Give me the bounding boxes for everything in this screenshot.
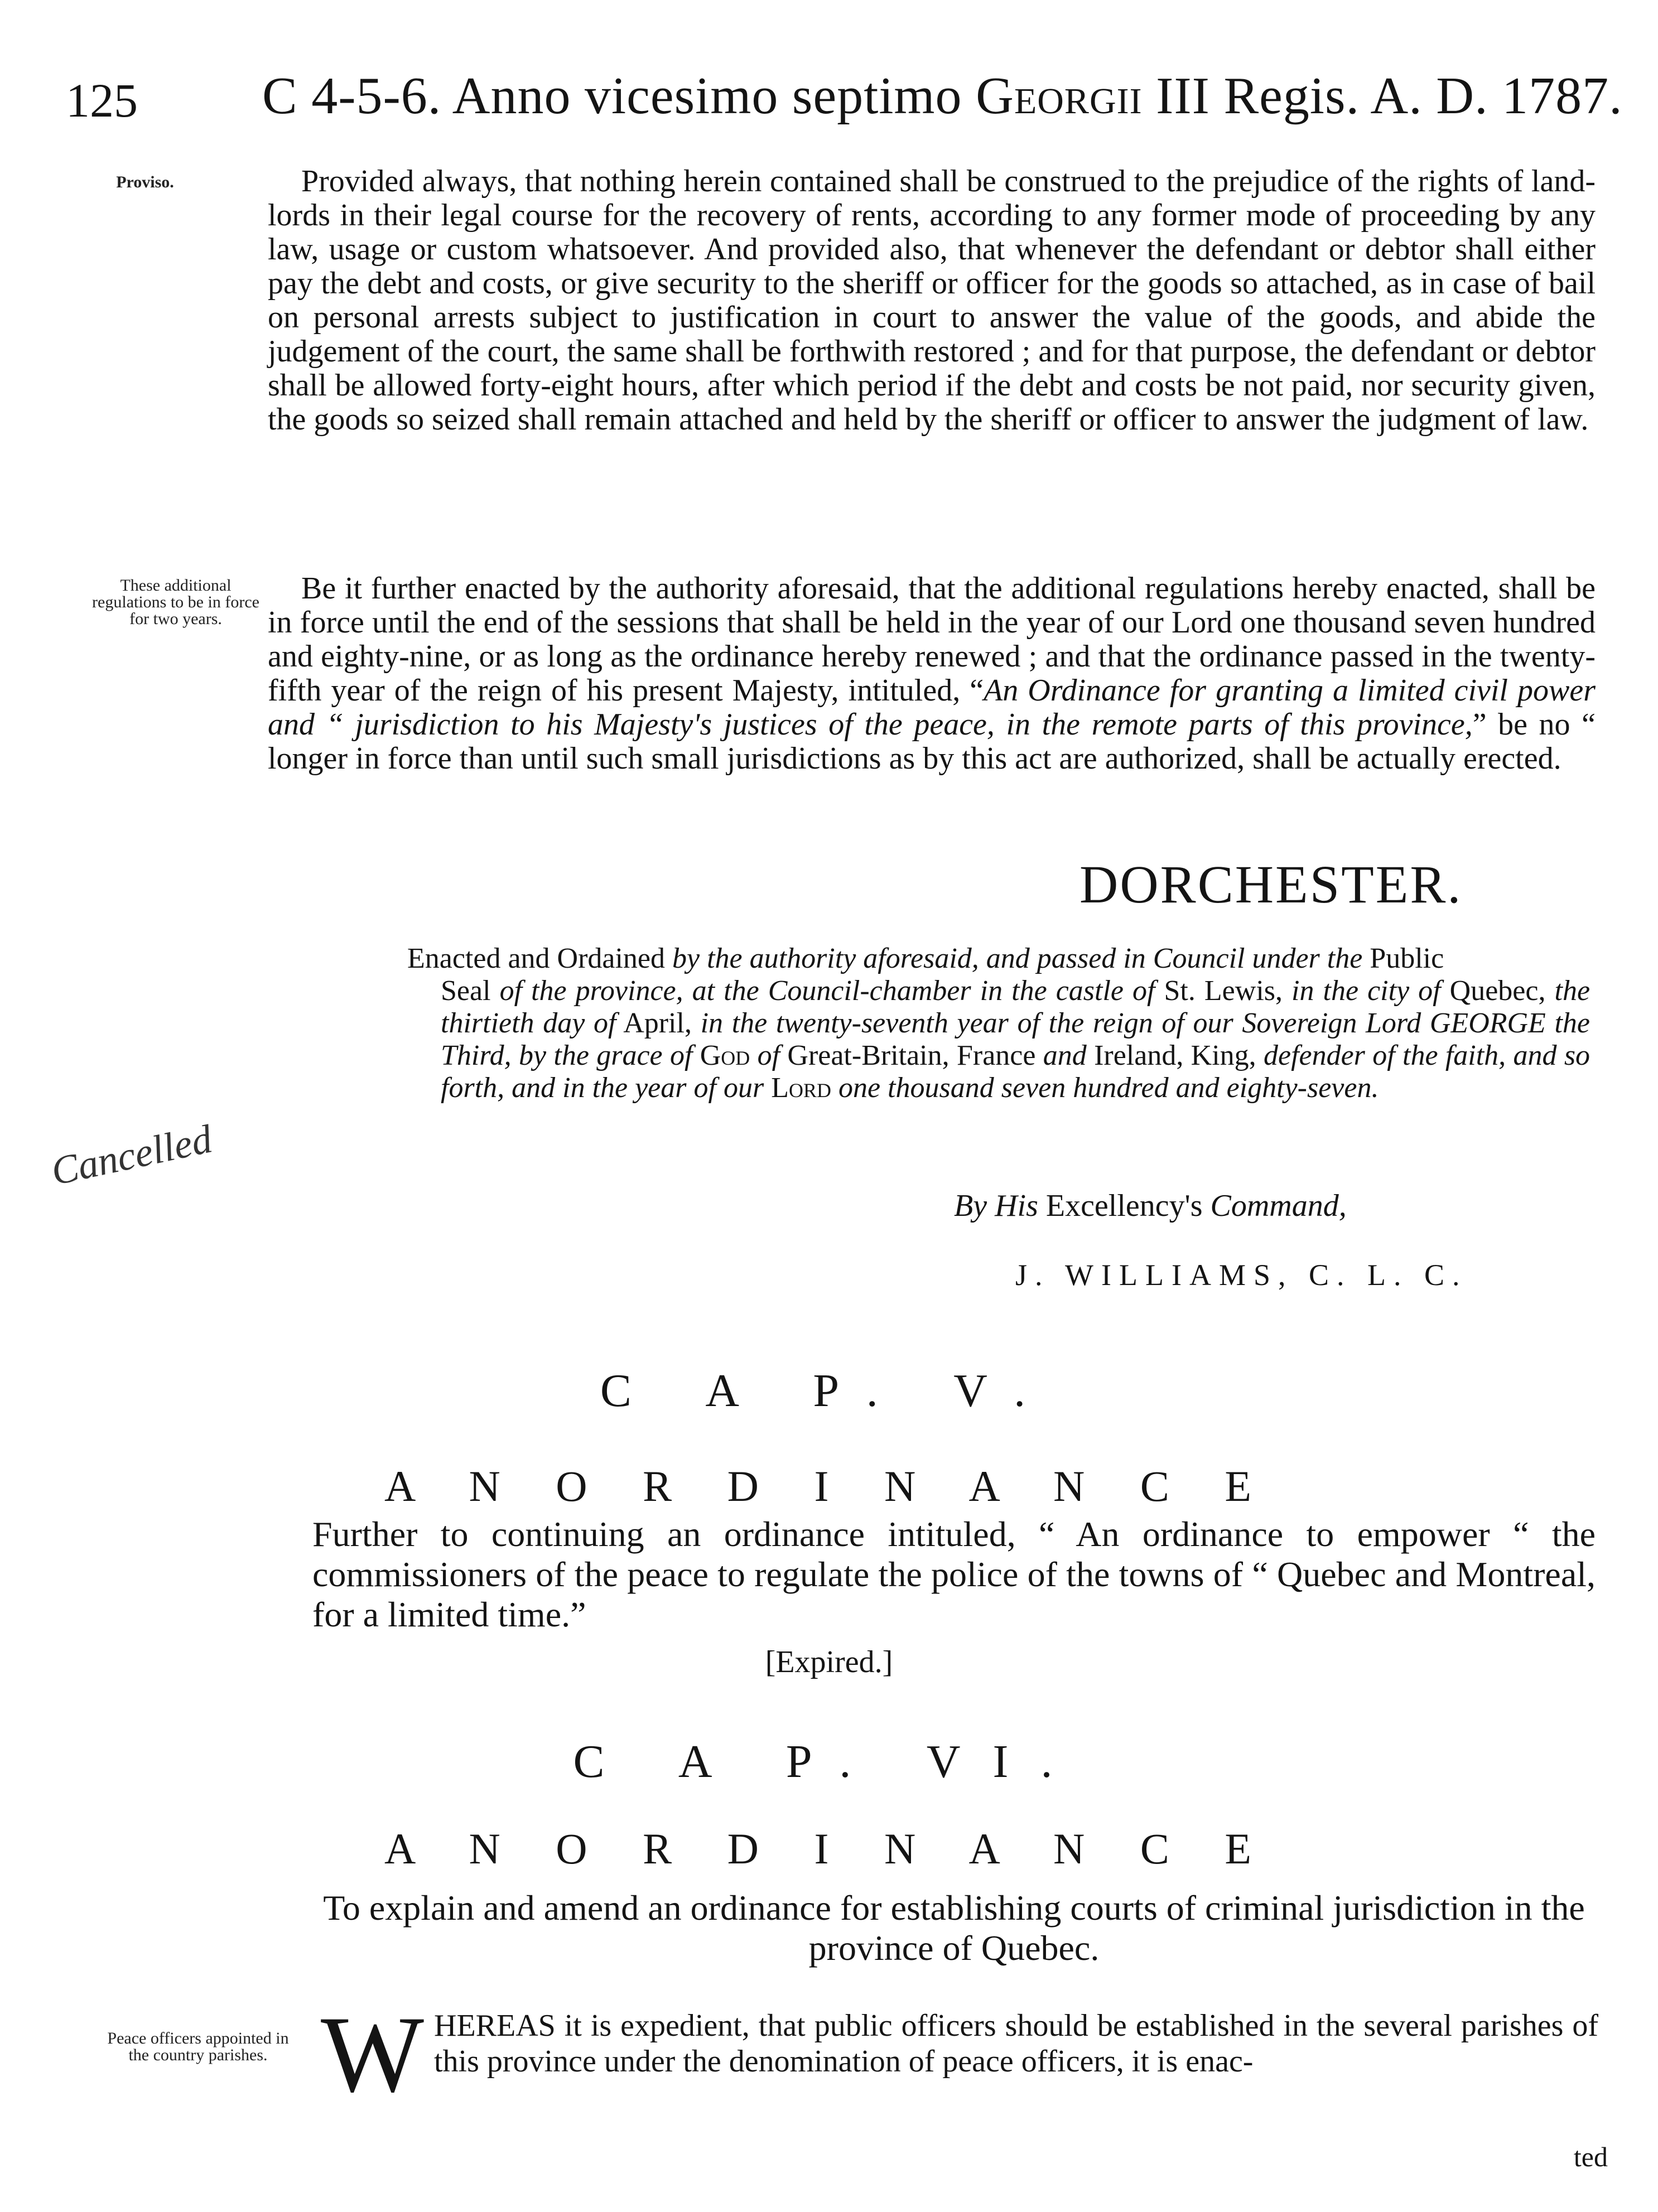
enacted-l5b: and [1043, 1040, 1087, 1071]
header-title-king: Georgii [976, 67, 1143, 125]
margin-note-regulations: These additional regulations to be in force for two years. [92, 576, 259, 628]
cap5-heading: C A P. V. [600, 1365, 1058, 1417]
proviso-text: Provided always, that nothing herein contained shall be construed to the prejudice of the rights of land-lords in their legal course for the recovery of rents, according to any former mode of proceeding by any law, usage or custom whatsoever. And provided also, that whenever the defendant or debtor shall either pay the debt and costs, or give security to the sheriff or officer for the goods so attached, as in case of bail on personal arrests subject to justification in court to answer the value of the goods, and abide the judgement of the court, the same shall be forthwith restored ; and for that purpose, the defendant or debtor shall be allowed forty-eight hours, after which period if the debt and costs be not paid, nor security given, the goods so seized shall remain attached and held by the sheriff or officer to answer the judgment of law. [268, 164, 1596, 437]
cap6-title: To explain and amend an ordinance for establishing courts of criminal jurisdiction in the province of Quebec. [323, 1888, 1585, 1968]
catchword: ted [1573, 2141, 1608, 2172]
enacted-l3c: April, [623, 1007, 692, 1039]
enacted-l2b: of the province, at the Council-chamber in the castle of [499, 975, 1155, 1007]
header-chapters: C 4-5-6. [262, 67, 442, 125]
by-command [954, 1188, 1347, 1224]
cap6-body: HEREAS it is expedient, that public officers should be established in the several parishes of this province under the denomination of peace officers, it is enac- [434, 2008, 1598, 2079]
enacted-l1a: Enacted and Ordained [407, 943, 666, 974]
further-enacted-part-b: ” be no “ longer in force than until such small jurisdictions as by this act are authorized, shall be actually erected. [268, 707, 1596, 776]
handwritten-annotation: Cancelled [47, 1116, 216, 1194]
paragraph-proviso [268, 165, 1596, 437]
margin-note-peace-officers: Peace officers appointed in the country parishes. [107, 2029, 289, 2064]
cap6-ordinance-heading: A N O R D I N A N C E [384, 1824, 1274, 1873]
enacted-l5a: France [956, 1040, 1036, 1071]
margin-note-proviso: Proviso. [116, 173, 174, 191]
enacted-l1c: Public [1370, 943, 1444, 974]
cap5-title: Further to continuing an ordinance intituled, “ An ordinance to empower “ the commissioners of the peace to regulate the police of the towns of “ Quebec and Montreal, for a limited time.” [312, 1514, 1596, 1634]
enacted-l5d: defender of the faith, and so forth, and in the year of our [441, 1040, 1590, 1104]
enacted-block [407, 943, 1590, 1104]
cap6-heading: C A P. VI. [573, 1736, 1085, 1788]
enacted-l5c: Ireland, King, [1094, 1040, 1256, 1071]
cap6-dropcap: W [321, 1994, 424, 2115]
enacted-lines-rest [407, 975, 1590, 1104]
header-title-post: III Regis. A. D. 1787. [1156, 67, 1623, 125]
running-header [262, 66, 1623, 126]
cap6-title-block [312, 1888, 1596, 1968]
enacted-l3d: in the twenty-seventh year of the reign of our [700, 1007, 1233, 1039]
header-title-pre: Anno vicesimo septimo [452, 67, 962, 125]
enacted-l3b: the thirtieth day of [441, 975, 1590, 1039]
enacted-l6b: one thousand seven hundred and eighty-seven. [838, 1072, 1379, 1104]
further-enacted-part-a: Be it further enacted by the authority aforesaid, that the additional regulations hereby enacted, shall be in force until the end of the sessions that shall be held in the year of our Lord one thousand seven hundred and eighty-nine, or as long as the ordinance hereby renewed ; and that the ordinance passed in the twenty-fifth year of the reign of his present Majesty, intituled, “ [268, 571, 1596, 708]
enacted-l3a: Quebec, [1449, 975, 1546, 1007]
cap5-expired: [Expired.] [765, 1645, 893, 1679]
command-by: By His [954, 1189, 1038, 1223]
further-enacted-italic-title: An Ordinance for granting a limited civil power and “ jurisdiction to his Majesty's justices of the peace, in the remote parts of this province, [268, 673, 1596, 742]
signature-dorchester: DORCHESTER. [1079, 854, 1463, 914]
enacted-l4a: Sovereign Lord GEORGE the Third, by the grace of [441, 1007, 1590, 1071]
enacted-l4c: of [757, 1040, 780, 1071]
cap5-ordinance-heading: A N O R D I N A N C E [384, 1462, 1274, 1510]
command-word: Command, [1210, 1189, 1347, 1223]
clerk-signature: J. WILLIAMS, C. L. C. [1015, 1258, 1468, 1292]
enacted-l6a: Lord [771, 1072, 831, 1104]
enacted-l2c: St. Lewis, [1164, 975, 1283, 1007]
enacted-l2d: in the city of [1291, 975, 1441, 1007]
cap6-body-block [321, 1994, 1598, 2115]
paragraph-further-enacted [268, 572, 1596, 776]
enacted-l2a: Seal [441, 975, 491, 1007]
cap5-title-block [312, 1514, 1596, 1635]
command-excellency: Excellency's [1045, 1189, 1203, 1223]
enacted-l1b: by the authority aforesaid, and passed in Council under the [672, 943, 1363, 974]
enacted-l4b: God [700, 1040, 750, 1071]
page-number: 125 [66, 74, 138, 127]
enacted-l4d: Great-Britain, [787, 1040, 950, 1071]
further-enacted-text [268, 572, 1596, 776]
